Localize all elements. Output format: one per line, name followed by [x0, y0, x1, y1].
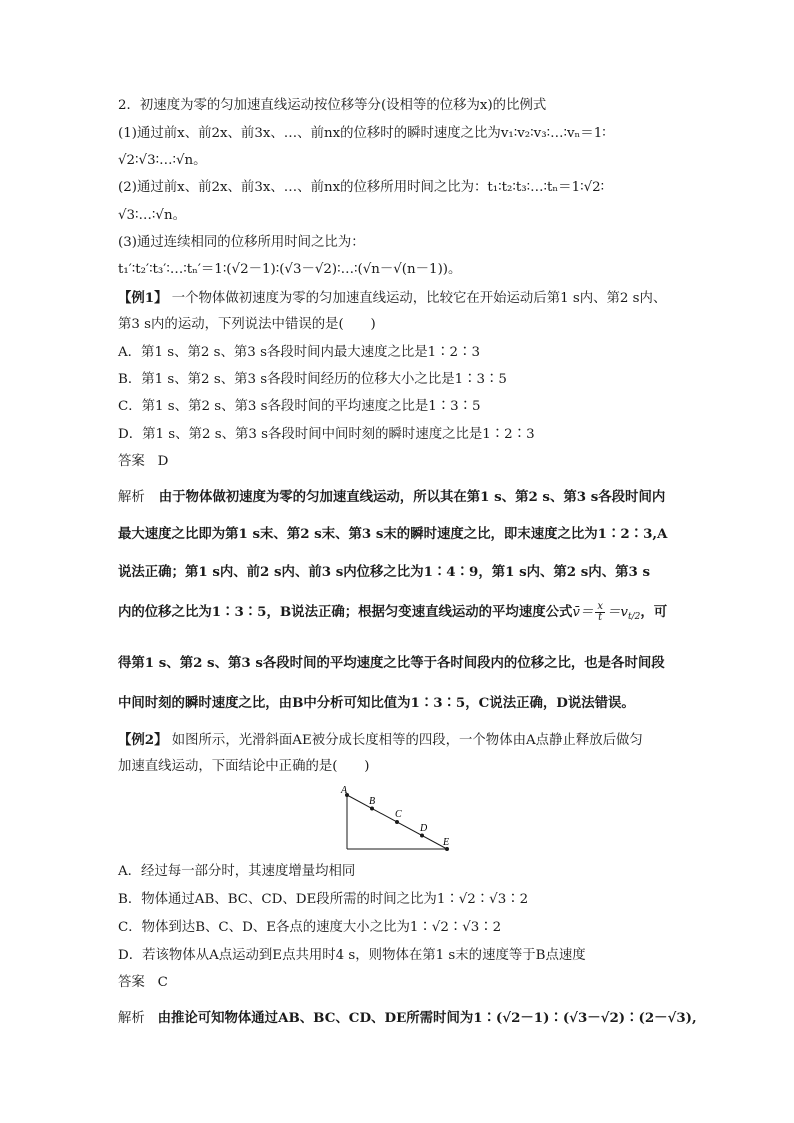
answer-value: C	[157, 975, 168, 990]
example1-answer	[118, 452, 168, 472]
example1-analysis-line2: 最大速度之比即为第1 s末、第2 s末、第3 s末的瞬时速度之比，即末速度之比为1∶2∶3,A	[118, 526, 668, 542]
analysis-label: 解析	[118, 1011, 145, 1026]
analysis-text: 由推论可知物体通过AB、BC、CD、DE所需时间为1∶(√2－1)∶(√3－√2)∶(2－√3),	[157, 1010, 697, 1026]
item1-line2: √2∶√3∶…∶√n。	[118, 153, 207, 168]
label-c: C	[395, 809, 402, 820]
label-a: A	[341, 785, 348, 796]
example2-stem	[118, 730, 643, 751]
example1-stem	[118, 288, 666, 309]
incline-figure	[335, 783, 460, 855]
example1-stem-cont: 第3 s内的运动，下列说法中错误的是( )	[118, 317, 376, 332]
analysis-label: 解析	[118, 490, 145, 505]
answer-label: 答案	[118, 975, 145, 990]
example1-option-d: D．第1 s、第2 s、第3 s各段时间中间时刻的瞬时速度之比是1∶2∶3	[118, 427, 535, 442]
point-c	[395, 820, 399, 824]
example1-option-b: B．第1 s、第2 s、第3 s各段时间经历的位移大小之比是1∶3∶5	[118, 372, 507, 387]
example1-analysis-line6: 中间时刻的瞬时速度之比，由B中分析可知比值为1∶3∶5，C说法正确，D说法错误。	[118, 695, 635, 711]
point-b	[370, 807, 374, 811]
example2-option-a: A．经过每一部分时，其速度增量均相同	[118, 864, 356, 879]
item2-line2: √3∶…∶√n。	[118, 208, 186, 223]
example2-option-d: D．若该物体从A点运动到E点共用时4 s，则物体在第1 s末的速度等于B点速度	[118, 948, 586, 963]
answer-label: 答案	[118, 454, 145, 469]
item3-line1: (3)通过连续相同的位移所用时间之比为：	[118, 235, 365, 250]
example1-option-c: C．第1 s、第2 s、第3 s各段时间的平均速度之比是1∶3∶5	[118, 399, 481, 414]
example1-analysis-line1	[118, 487, 665, 508]
answer-value: D	[157, 454, 169, 469]
analysis-text: 由于物体做初速度为零的匀加速直线运动，所以其在第1 s、第2 s、第3 s各段时间内	[158, 489, 666, 505]
example1-tag: 【例1】	[118, 290, 168, 306]
section-heading: 2．初速度为零的匀加速直线运动按位移等分(设相等的位移为x)的比例式	[118, 98, 547, 113]
point-d	[420, 834, 424, 838]
example2-stem-text: 如图所示，光滑斜面AE被分成长度相等的四段，一个物体由A点静止释放后做匀	[171, 733, 643, 748]
example2-answer	[118, 973, 168, 993]
example2-analysis	[118, 1008, 697, 1029]
example2-stem-cont: 加速直线运动，下面结论中正确的是( )	[118, 759, 370, 774]
item1-line1: (1)通过前x、前2x、前3x、…、前nx的位移时的瞬时速度之比为v₁∶v₂∶v₃∶…∶vₙ＝1∶	[118, 126, 606, 141]
example2-tag: 【例2】	[118, 732, 168, 748]
example1-analysis-line5: 得第1 s、第2 s、第3 s各段时间的平均速度之比等于各时间段内的位移之比，也是各时间段	[118, 655, 665, 671]
label-b: B	[369, 796, 376, 807]
example2-option-c: C．物体到达B、C、D、E各点的速度大小之比为1∶√2∶√3∶2	[118, 920, 502, 935]
item3-line2: t₁′∶t₂′∶t₃′∶…∶tₙ′＝1∶(√2－1)∶(√3－√2)∶…∶(√n－√(n－1))。	[118, 262, 462, 277]
example1-analysis-line3: 说法正确；第1 s内、前2 s内、前3 s内位移之比为1∶4∶9，第1 s内、第2 s内、第3 s	[118, 564, 650, 580]
example1-option-a: A．第1 s、第2 s、第3 s各段时间内最大速度之比是1∶2∶3	[118, 345, 480, 360]
example1-stem-text: 一个物体做初速度为零的匀加速直线运动，比较它在开始运动后第1 s内、第2 s内、	[171, 291, 667, 306]
example1-analysis-line4	[118, 602, 667, 627]
example2-option-b: B．物体通过AB、BC、CD、DE段所需的时间之比为1∶√2∶√3∶2	[118, 892, 529, 907]
formula: v̄＝ $\frac{x}{t}$ $=v_{t/2}$	[572, 601, 641, 623]
analysis-text: 内的位移之比为1∶3∶5，B说法正确；根据匀变速直线运动的平均速度公式	[118, 604, 573, 620]
label-d: D	[420, 823, 428, 834]
analysis-text: ，可	[640, 604, 668, 620]
item2-line1: (2)通过前x、前2x、前3x、…、前nx的位移所用时间之比为：t₁∶t₂∶t₃∶…∶tₙ＝1∶√2∶	[118, 180, 605, 195]
label-e: E	[443, 837, 450, 848]
